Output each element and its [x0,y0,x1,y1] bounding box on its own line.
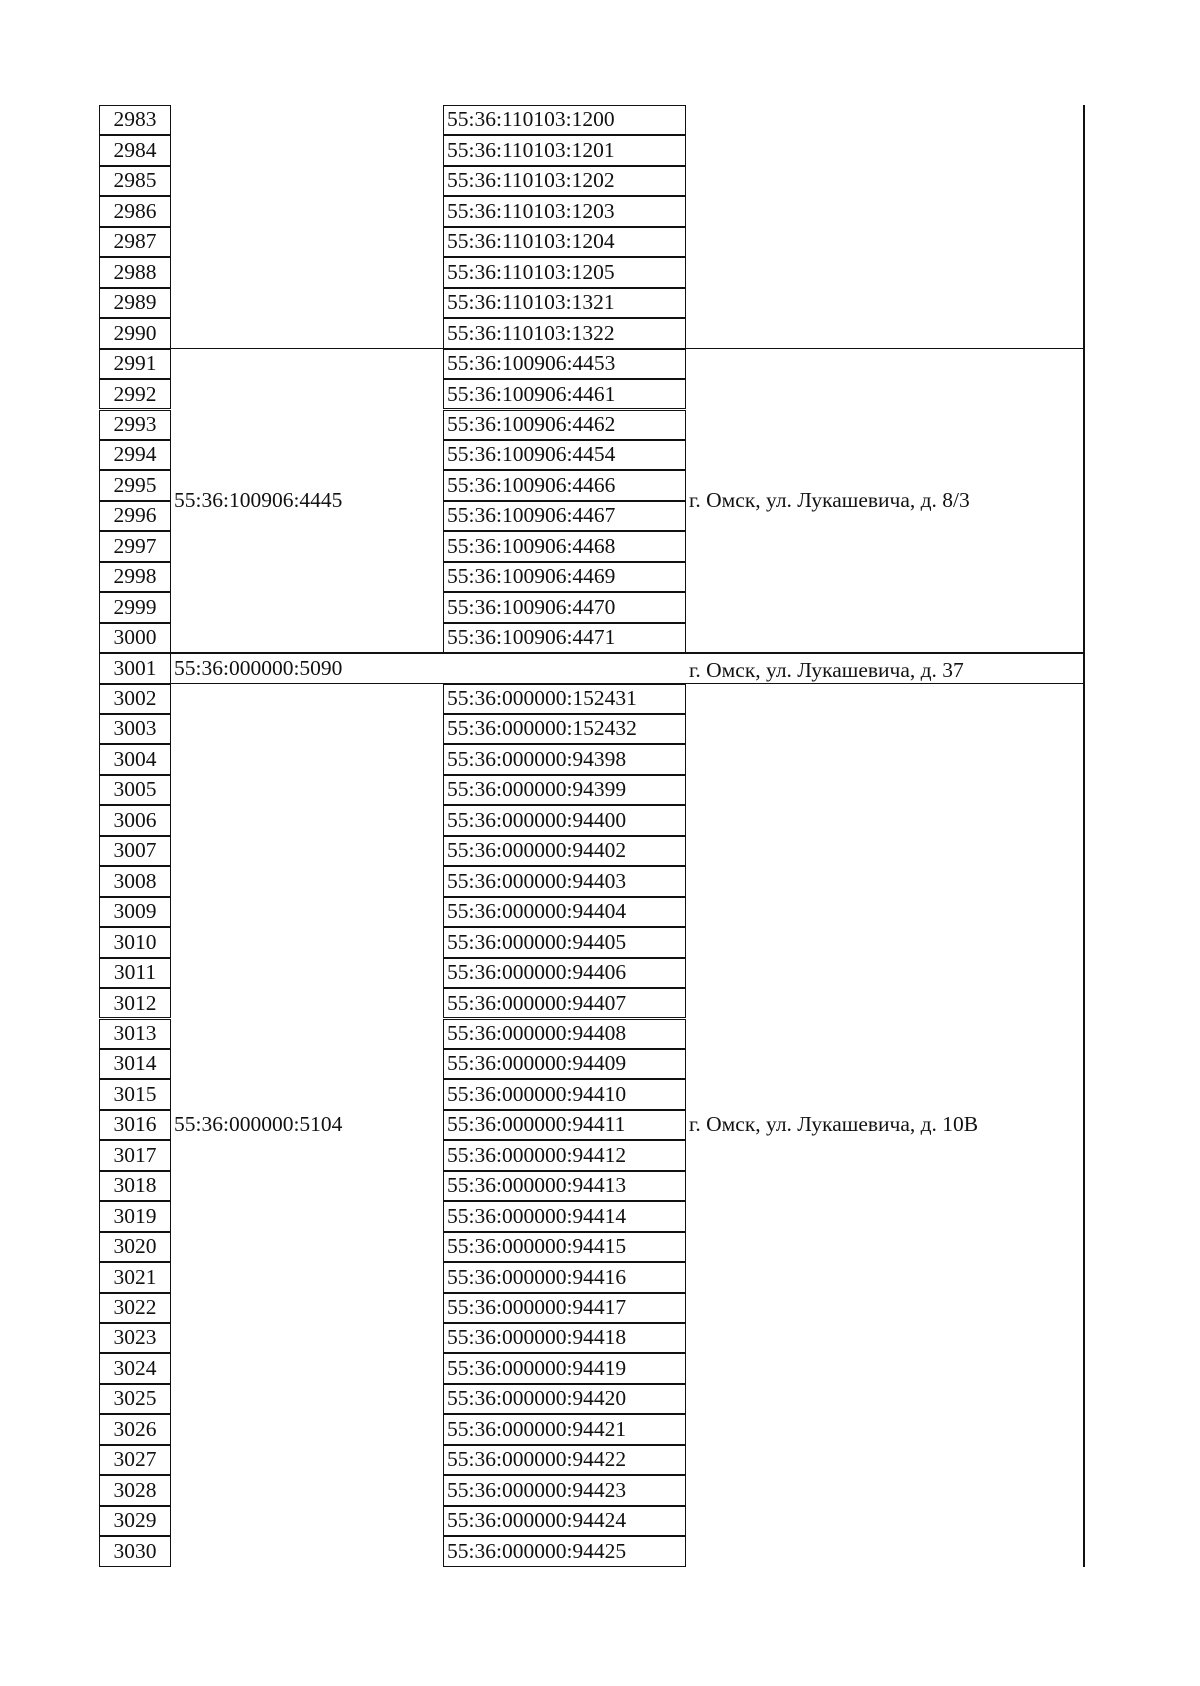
cadastral-number: 55:36:110103:1203 [443,196,686,226]
cadastral-number: 55:36:100906:4469 [443,562,686,592]
row-number: 3030 [99,1536,171,1566]
cadastral-number: 55:36:110103:1202 [443,166,686,196]
cadastral-number: 55:36:110103:1321 [443,288,686,318]
cadastral-number: 55:36:000000:94417 [443,1293,686,1323]
row-number: 2990 [99,318,171,348]
cadastral-number: 55:36:000000:94419 [443,1353,686,1383]
cadastral-number: 55:36:000000:94413 [443,1171,686,1201]
row-number: 3020 [99,1232,171,1262]
cadastral-number: 55:36:100906:4467 [443,501,686,531]
cadastral-number: 55:36:000000:94405 [443,927,686,957]
cadastral-number: 55:36:000000:94414 [443,1201,686,1231]
row-number: 2985 [99,166,171,196]
row-number: 3013 [99,1019,171,1049]
cadastral-number: 55:36:100906:4466 [443,470,686,500]
cadastral-number: 55:36:100906:4468 [443,531,686,561]
parcel-number: 55:36:100906:4445 [174,488,343,513]
cadastral-number: 55:36:000000:94406 [443,958,686,988]
cadastral-number: 55:36:000000:94410 [443,1079,686,1109]
table-right-border [1083,105,1085,1567]
row-number: 2984 [99,135,171,165]
row-number: 2993 [99,410,171,440]
address: г. Омск, ул. Лукашевича, д. 37 [689,657,964,682]
row-number: 3004 [99,744,171,774]
cadastral-number: 55:36:100906:4462 [443,410,686,440]
row-number: 3025 [99,1384,171,1414]
row-number: 3018 [99,1171,171,1201]
row-number: 2983 [99,105,171,135]
cadastral-number: 55:36:000000:152432 [443,714,686,744]
row-number: 3024 [99,1353,171,1383]
row-number: 3029 [99,1506,171,1536]
cadastral-number: 55:36:110103:1201 [443,135,686,165]
row-number: 3017 [99,1140,171,1170]
row-number: 3027 [99,1445,171,1475]
cadastral-number: 55:36:000000:94415 [443,1232,686,1262]
cadastral-number: 55:36:000000:94407 [443,988,686,1018]
row-number: 2988 [99,257,171,287]
cadastral-number: 55:36:000000:94411 [443,1110,686,1140]
row-number: 3001 [99,653,171,683]
cadastral-number: 55:36:000000:94418 [443,1323,686,1353]
row-number: 3007 [99,836,171,866]
cadastral-number: 55:36:000000:94422 [443,1445,686,1475]
cadastral-number: 55:36:100906:4453 [443,349,686,379]
group-separator [171,348,1085,350]
row-number: 3002 [99,684,171,714]
cadastral-number: 55:36:100906:4461 [443,379,686,409]
cadastral-number: 55:36:000000:152431 [443,684,686,714]
row-number: 2991 [99,349,171,379]
row-number: 2996 [99,501,171,531]
cadastral-number: 55:36:000000:94420 [443,1384,686,1414]
row-number: 2997 [99,531,171,561]
row-number: 3005 [99,775,171,805]
row-number: 2989 [99,288,171,318]
cadastral-number: 55:36:000000:94425 [443,1536,686,1566]
row-number: 3012 [99,988,171,1018]
row-number: 3023 [99,1323,171,1353]
cadastral-number: 55:36:000000:94424 [443,1506,686,1536]
cadastral-number: 55:36:110103:1204 [443,227,686,257]
row-number: 3000 [99,623,171,653]
cadastral-number: 55:36:100906:4470 [443,592,686,622]
parcel-number: 55:36:000000:5090 [174,655,343,680]
cadastral-number: 55:36:000000:94400 [443,805,686,835]
cadastral-number: 55:36:000000:94412 [443,1140,686,1170]
row-number: 2987 [99,227,171,257]
row-number: 3006 [99,805,171,835]
row-number: 3009 [99,897,171,927]
row-number: 3026 [99,1414,171,1444]
cadastral-number: 55:36:100906:4471 [443,623,686,653]
row-number: 2995 [99,470,171,500]
group-separator [171,683,1085,685]
cadastral-number: 55:36:110103:1200 [443,105,686,135]
row-number: 3016 [99,1110,171,1140]
row-number: 2986 [99,196,171,226]
cadastral-number: 55:36:110103:1322 [443,318,686,348]
cadastral-number: 55:36:110103:1205 [443,257,686,287]
group-separator [171,652,1085,654]
row-number: 3019 [99,1201,171,1231]
row-number: 3003 [99,714,171,744]
row-number: 2998 [99,562,171,592]
row-number: 2999 [99,592,171,622]
row-number: 3011 [99,958,171,988]
row-number: 3014 [99,1049,171,1079]
cadastral-number: 55:36:000000:94398 [443,744,686,774]
row-number: 3008 [99,866,171,896]
cadastral-number: 55:36:000000:94408 [443,1019,686,1049]
row-number: 2992 [99,379,171,409]
row-number: 3015 [99,1079,171,1109]
cadastral-number: 55:36:000000:94399 [443,775,686,805]
cadastral-number: 55:36:000000:94409 [443,1049,686,1079]
cadastral-number: 55:36:100906:4454 [443,440,686,470]
address: г. Омск, ул. Лукашевича, д. 10В [689,1112,979,1137]
address: г. Омск, ул. Лукашевича, д. 8/3 [689,488,970,513]
row-number: 3022 [99,1293,171,1323]
cadastral-number: 55:36:000000:94404 [443,897,686,927]
row-number: 3028 [99,1475,171,1505]
cadastral-number: 55:36:000000:94421 [443,1414,686,1444]
row-number: 3010 [99,927,171,957]
parcel-number: 55:36:000000:5104 [174,1112,343,1137]
cadastral-number: 55:36:000000:94416 [443,1262,686,1292]
row-number: 2994 [99,440,171,470]
row-number: 3021 [99,1262,171,1292]
cadastral-number: 55:36:000000:94423 [443,1475,686,1505]
cadastral-number: 55:36:000000:94403 [443,866,686,896]
cadastral-number: 55:36:000000:94402 [443,836,686,866]
